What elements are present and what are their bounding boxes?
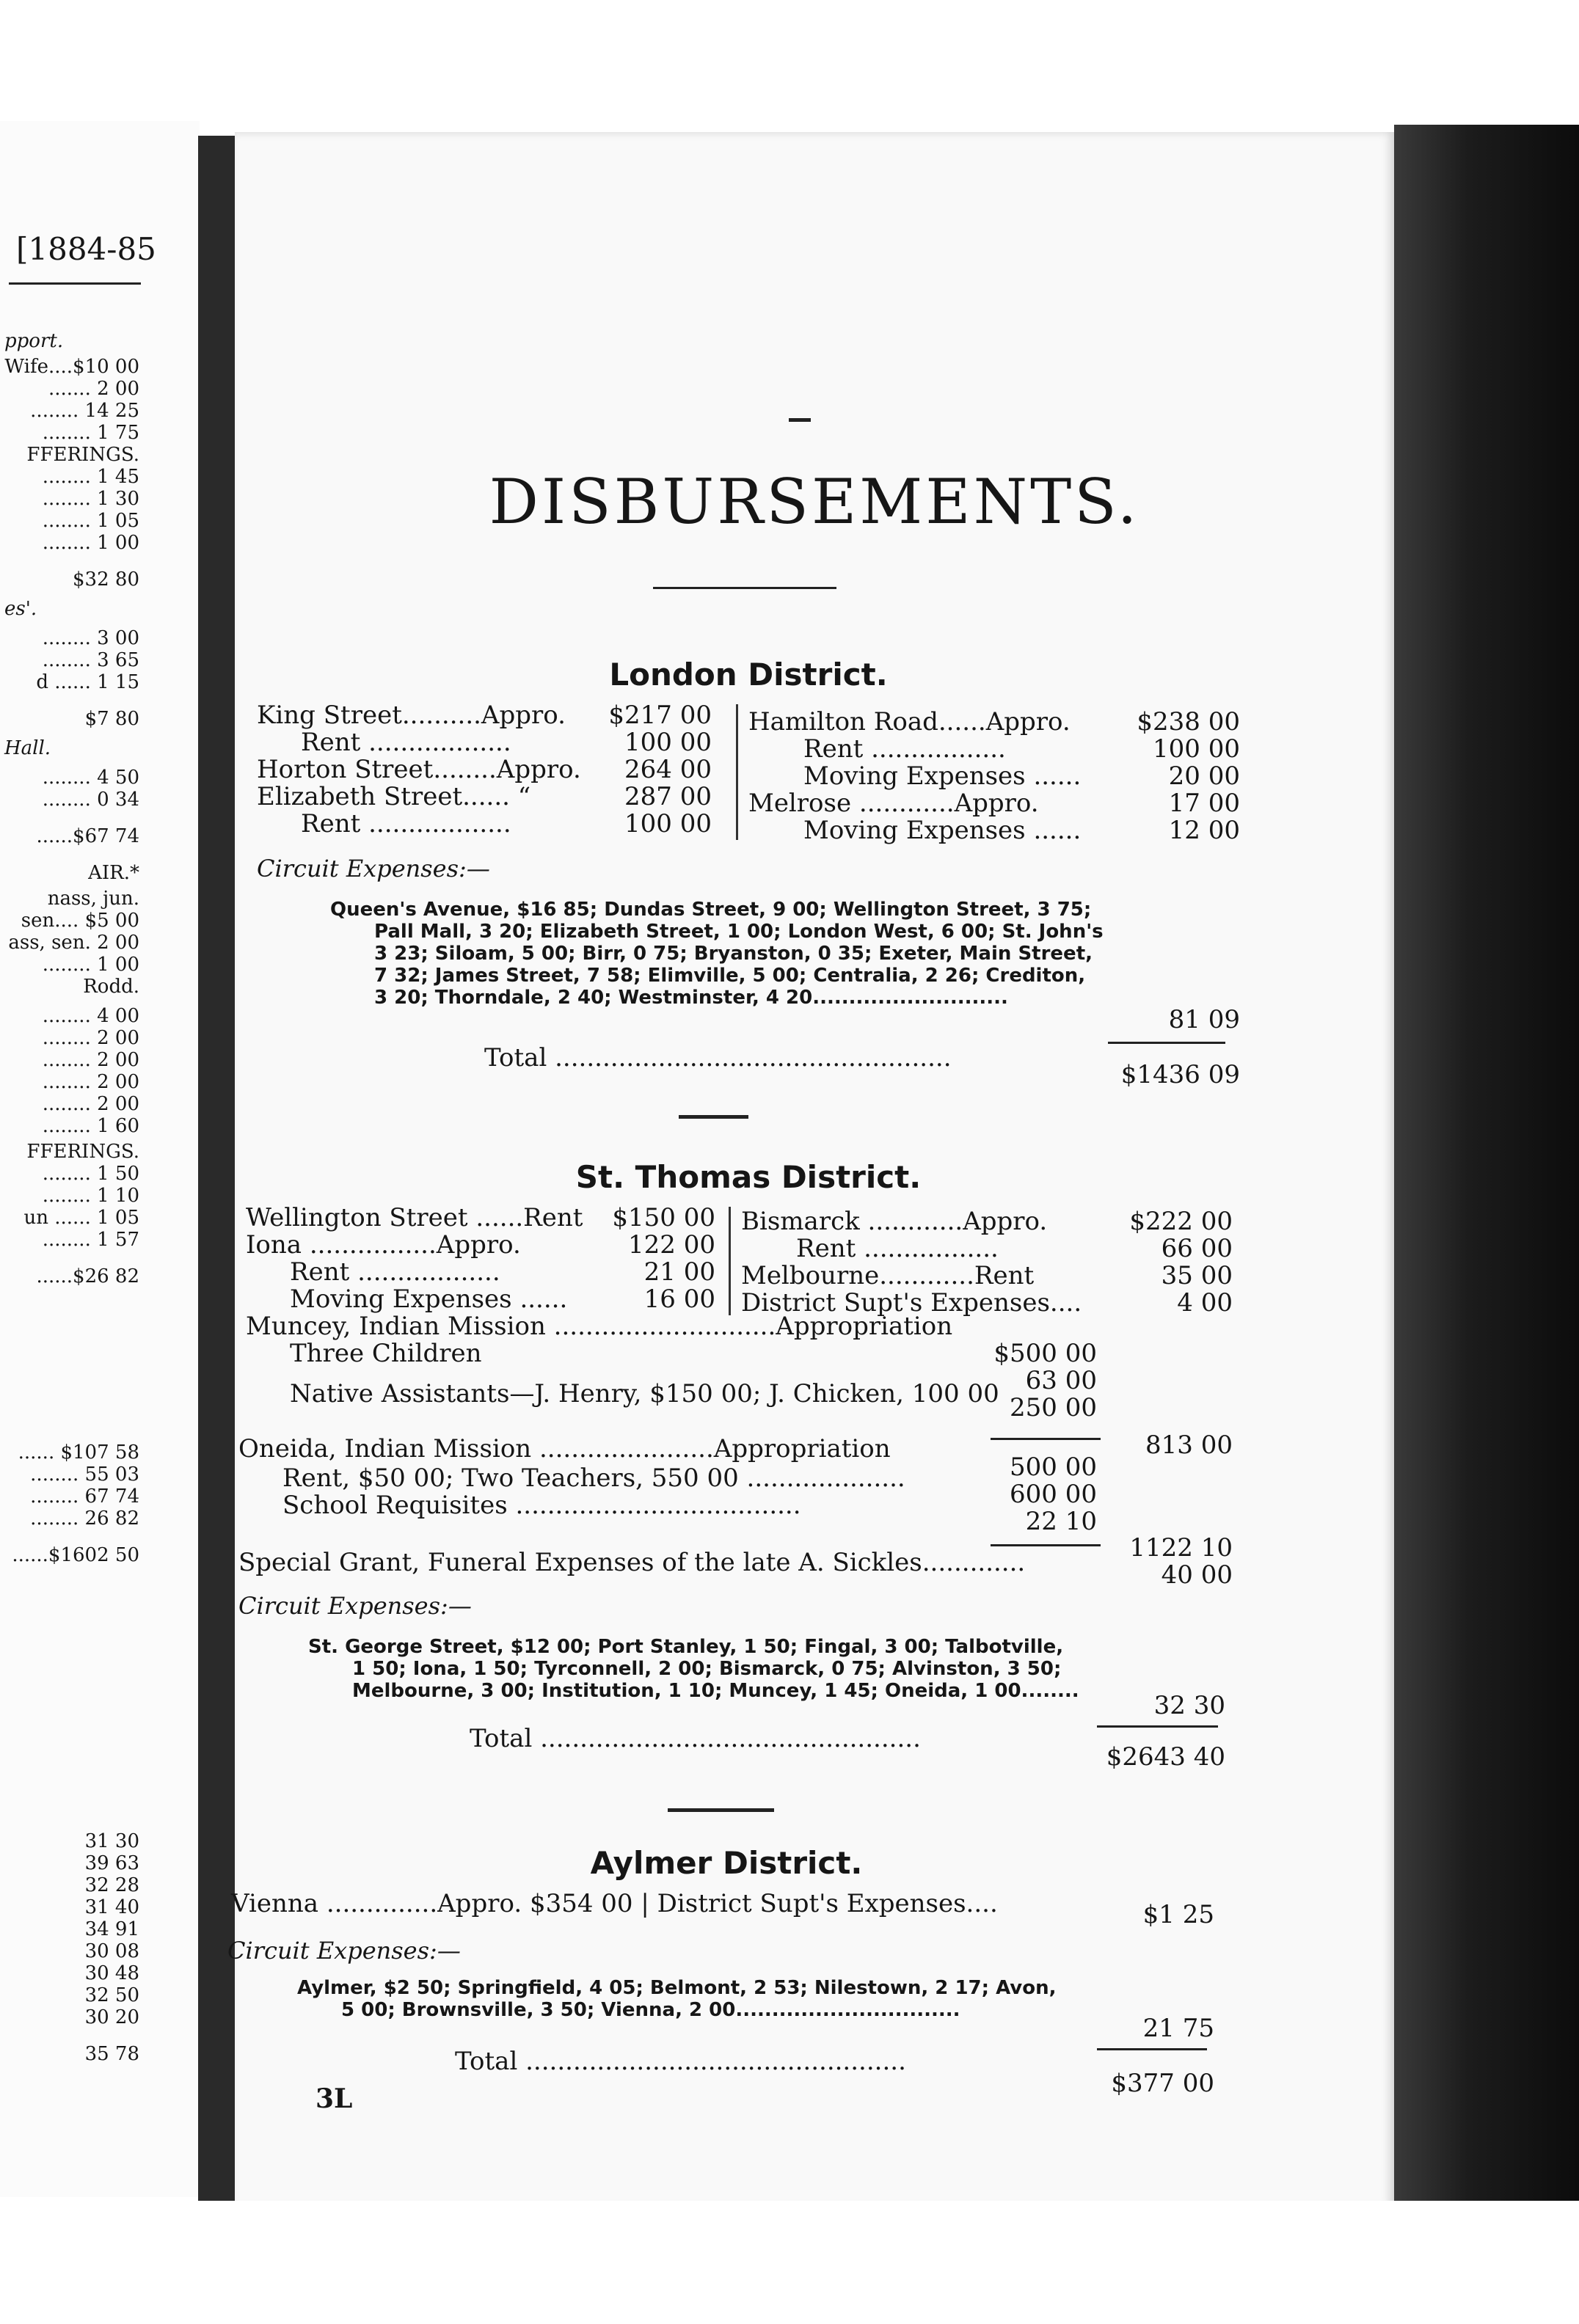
left-page-line: ........ 2 00 [42,1093,139,1115]
oneida-subtotal: 1122 10 [1129,1533,1233,1563]
left-page-line: ........ 1 30 [42,488,139,510]
left-page-line: 31 40 [84,1896,139,1918]
left-page-line: FFERINGS. [26,1141,139,1163]
left-page-line: Rodd. [83,976,139,998]
left-page-line: nass, jun. [47,888,139,910]
left-page-line: ........ 1 00 [42,954,139,976]
aylmer-circuit-amount: 21 75 [1142,2014,1214,2043]
left-page-line: Wife....$10 00 [4,356,139,378]
muncey-line-3-amount: 250 00 [1010,1393,1097,1422]
london-right-5-amount: 12 00 [1168,816,1240,845]
left-page-line: 30 20 [84,2006,139,2028]
london-left-4-label: Elizabeth Street...... “ [257,782,531,811]
left-page-line: ........ 1 10 [42,1185,139,1207]
left-page-line: ........ 1 50 [42,1163,139,1185]
aylmer-district-heading: Aylmer District. [590,1845,863,1881]
st-thomas-column-divider [729,1207,731,1315]
london-left-1-label: King Street..........Appro. [257,701,566,730]
st-thomas-right-2-label: Rent ................. [796,1234,999,1263]
book-gutter [198,136,235,2204]
left-page-line: 32 28 [84,1874,139,1896]
london-right-1-amount: $238 00 [1137,707,1240,737]
left-page-line: ...... $107 58 [18,1441,139,1464]
st-thomas-circuit-line-1: St. George Street, $12 00; Port Stanley, 1 50; Fingal, 3 00; Talbotville, [308,1636,1064,1658]
london-left-3-label: Horton Street........Appro. [257,755,581,784]
left-facing-page [0,121,200,2197]
left-page-line: 39 63 [84,1852,139,1874]
london-district-heading: London District. [609,657,888,693]
london-circuit-line-4: 7 32; James Street, 7 58; Elimville, 5 00; Centralia, 2 26; Crediton, [374,965,1086,987]
oneida-rule [991,1544,1101,1546]
left-page-line: ........ 55 03 [30,1464,139,1486]
left-page-line: ........ 1 00 [42,532,139,554]
left-page-line: ........ 2 00 [42,1049,139,1071]
left-page-line: ........ 1 75 [42,422,139,444]
st-thomas-left-4-label: Moving Expenses ...... [290,1285,568,1314]
title-rule [653,587,836,589]
st-thomas-circuit-line-2: 1 50; Iona, 1 50; Tyrconnell, 2 00; Bismarck, 0 75; Alvinston, 3 50; [352,1658,1062,1680]
left-page-line: 31 30 [84,1830,139,1852]
margin-bottom [0,2201,1579,2324]
aylmer-total-label: Total ................................................ [455,2047,906,2076]
left-page-line: es'. [4,598,37,620]
muncey-rule [991,1438,1101,1440]
st-thomas-left-2-label: Iona ................Appro. [246,1230,521,1260]
st-thomas-right-4-amount: 4 00 [1177,1288,1233,1318]
london-left-4-amount: 287 00 [624,782,712,811]
st-thomas-right-3-amount: 35 00 [1161,1261,1233,1290]
london-circuit-line-3: 3 23; Siloam, 5 00; Birr, 0 75; Bryanston, 0 35; Exeter, Main Street, [374,943,1093,965]
left-page-line: Hall. [4,737,51,759]
book-edge-right [1394,125,1579,2215]
left-page-line: pport. [4,330,64,352]
aylmer-circuit-line-1: Aylmer, $2 50; Springfield, 4 05; Belmont, 2 53; Nilestown, 2 17; Avon, [297,1977,1057,1999]
oneida-line-2: Rent, $50 00; Two Teachers, 550 00 .................... [282,1464,905,1493]
left-page-line: ass, sen. 2 00 [8,932,139,954]
left-page-line: ........ 3 00 [42,627,139,649]
left-page-line: 34 91 [84,1918,139,1940]
st-thomas-left-4-amount: 16 00 [643,1285,715,1314]
london-right-4-amount: 17 00 [1168,789,1240,818]
london-left-2-label: Rent .................. [301,728,511,757]
muncey-line-2-amount: 63 00 [1025,1366,1097,1395]
oneida-line-1: Oneida, Indian Mission ......................Appropriation [238,1434,891,1464]
aylmer-circuit-line-2: 5 00; Brownsville, 3 50; Vienna, 2 00............................... [341,1999,960,2021]
st-thomas-left-1-amount: $150 00 [612,1203,715,1232]
left-page-line: AIR.* [88,862,139,884]
aylmer-vienna-amount: $1 25 [1142,1900,1214,1929]
left-page-line: ........ 1 45 [42,466,139,488]
left-page-line: ........ 2 00 [42,1071,139,1093]
left-page-line: ........ 0 34 [42,789,139,811]
london-circuit-line-5: 3 20; Thorndale, 2 40; Westminster, 4 20........................... [374,987,1008,1009]
london-circuit-line-2: Pall Mall, 3 20; Elizabeth Street, 1 00; London West, 6 00; St. John's [374,921,1104,943]
left-page-line: $7 80 [84,708,139,730]
left-page-line: ......$1602 50 [12,1544,139,1566]
london-right-3-amount: 20 00 [1168,761,1240,791]
section-rule-1 [679,1115,748,1119]
london-left-2-amount: 100 00 [624,728,712,757]
london-right-3-label: Moving Expenses ...... [803,761,1082,791]
left-page-line: ......$26 82 [36,1265,139,1287]
st-thomas-right-4-label: District Supt's Expenses.... [741,1288,1082,1318]
aylmer-circuit-label: Circuit Expenses:— [227,1937,461,1965]
st-thomas-right-1-amount: $222 00 [1129,1207,1233,1236]
st-thomas-circuit-amount: 32 30 [1153,1691,1225,1720]
st-thomas-circuit-label: Circuit Expenses:— [238,1592,472,1620]
oneida-line-3-amount: 22 10 [1025,1507,1097,1536]
left-page-line: ........ 26 82 [30,1508,139,1530]
left-page-line: d ...... 1 15 [36,671,139,693]
left-page-line: FFERINGS. [26,444,139,466]
left-page-line: $32 80 [73,569,139,591]
left-page-header: [1884-85 [16,231,156,267]
page-signature: 3L [316,2083,353,2114]
st-thomas-total-rule [1097,1725,1218,1728]
london-left-3-amount: 264 00 [624,755,712,784]
london-left-5-amount: 100 00 [624,809,712,838]
left-page-line: 30 48 [84,1962,139,1984]
london-circuit-amount: 81 09 [1168,1005,1240,1034]
left-page-line: ........ 4 50 [42,767,139,789]
london-total-rule [1108,1042,1225,1044]
muncey-line-3: Native Assistants—J. Henry, $150 00; J. Chicken, 100 00 [290,1379,999,1408]
page-title: DISBURSEMENTS. [489,466,1140,538]
st-thomas-right-2-amount: 66 00 [1161,1234,1233,1263]
london-total-amount: $1436 09 [1120,1060,1240,1089]
left-page-line: sen.... $5 00 [21,910,139,932]
left-page-line: 32 50 [84,1984,139,2006]
main-page [227,132,1394,2208]
muncey-subtotal: 813 00 [1145,1430,1233,1460]
london-circuit-label: Circuit Expenses:— [257,855,490,883]
london-column-divider [736,704,738,840]
london-right-5-label: Moving Expenses ...... [803,816,1082,845]
left-page-line: un ...... 1 05 [23,1207,139,1229]
section-rule-2 [668,1808,774,1812]
muncey-line-1: Muncey, Indian Mission ............................Appropriation [246,1312,953,1341]
oneida-line-2-amount: 600 00 [1010,1480,1097,1509]
st-thomas-left-1-label: Wellington Street ......Rent [246,1203,583,1232]
london-circuit-line-1: Queen's Avenue, $16 85; Dundas Street, 9 00; Wellington Street, 3 75; [330,899,1092,921]
st-thomas-total-label: Total ................................................ [470,1724,921,1753]
st-thomas-left-2-amount: 122 00 [628,1230,715,1260]
st-thomas-right-1-label: Bismarck ............Appro. [741,1207,1048,1236]
left-page-line: ........ 3 65 [42,649,139,671]
st-thomas-right-3-label: Melbourne............Rent [741,1261,1035,1290]
st-thomas-circuit-line-3: Melbourne, 3 00; Institution, 1 10; Muncey, 1 45; Oneida, 1 00........ [352,1680,1079,1702]
left-page-line: ........ 4 00 [42,1005,139,1027]
aylmer-total-amount: $377 00 [1111,2069,1214,2098]
top-dash [789,418,811,422]
london-right-4-label: Melrose ............Appro. [748,789,1039,818]
london-left-5-label: Rent .................. [301,809,511,838]
muncey-line-2: Three Children [290,1339,482,1368]
left-page-line: ......$67 74 [36,825,139,847]
left-page-line: ....... 2 00 [48,378,139,400]
st-thomas-total-amount: $2643 40 [1106,1742,1225,1772]
muncey-line-1-amount: $500 00 [993,1339,1097,1368]
left-page-line: ........ 2 00 [42,1027,139,1049]
left-page-rule [9,282,141,285]
left-page-line: ........ 1 57 [42,1229,139,1251]
st-thomas-district-heading: St. Thomas District. [575,1159,922,1195]
oneida-line-1-amount: 500 00 [1010,1452,1097,1482]
st-thomas-left-3-label: Rent .................. [290,1257,500,1287]
left-page-line: 30 08 [84,1940,139,1962]
oneida-line-3: School Requisites .................................... [282,1491,801,1520]
left-page-line: 35 78 [84,2043,139,2065]
special-grant-amount: 40 00 [1161,1560,1233,1590]
aylmer-vienna-line: Vienna ..............Appro. $354 00 | District Supt's Expenses.... [231,1889,998,1918]
left-page-line: ........ 67 74 [30,1486,139,1508]
london-right-2-label: Rent ................. [803,734,1006,764]
london-right-2-amount: 100 00 [1153,734,1240,764]
london-total-label: Total .................................................. [484,1043,952,1073]
left-page-line: ........ 1 05 [42,510,139,532]
special-grant-line: Special Grant, Funeral Expenses of the late A. Sickles............. [238,1548,1026,1577]
london-right-1-label: Hamilton Road......Appro. [748,707,1071,737]
left-page-line: ........ 14 25 [30,400,139,422]
aylmer-total-rule [1097,2048,1207,2050]
london-left-1-amount: $217 00 [608,701,712,730]
st-thomas-left-3-amount: 21 00 [643,1257,715,1287]
left-page-line: ........ 1 60 [42,1115,139,1137]
